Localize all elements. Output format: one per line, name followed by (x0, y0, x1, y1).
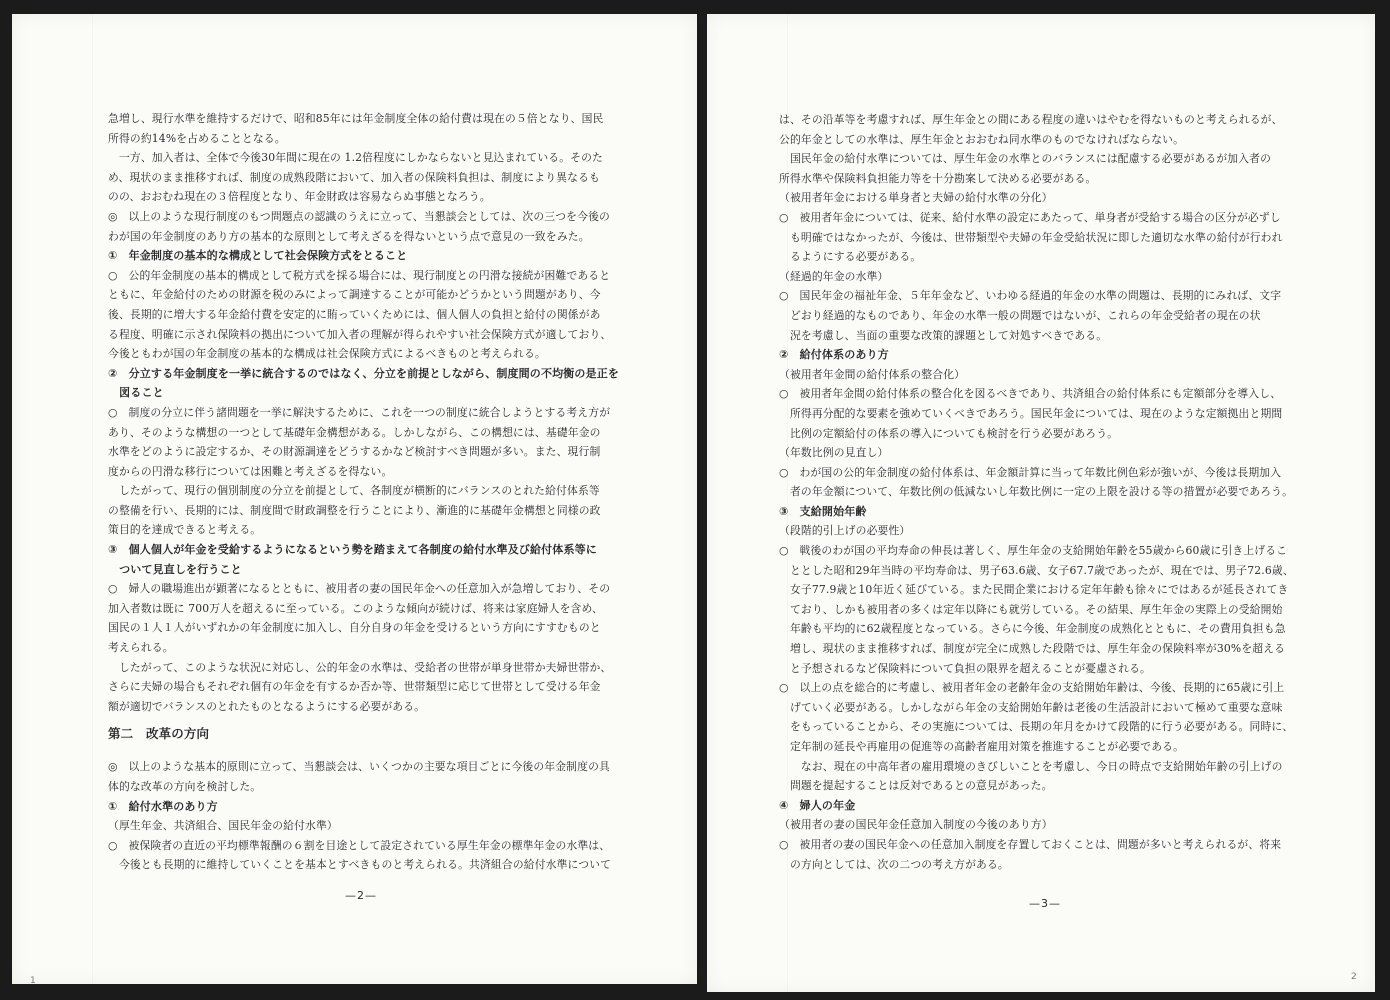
text-line: る程度、明確に示され保険料の拠出について加入者の理解が得られやすい社会保険方式が適しており、 (108, 327, 612, 341)
text-line: 水準をどのように設定するか、その財源調達をどうするかなど検討すべき問題が多い。また、現行制 (108, 445, 601, 459)
text-line: ◎ 以上のような現行制度のもつ問題点の認識のうえに立って、当懇談会としては、次の三つを今後の (108, 209, 610, 223)
text-line: の整備を行い、長期的には、制度間で財政調整を行うことにより、漸進的に基礎年金構想と同様の政 (108, 503, 601, 517)
text-line: げていく必要がある。しかしながら年金の支給開始年齢は老後の生活設計において極めて重要な意味 (779, 700, 1283, 714)
subsection-heading: ③ 支給開始年齢 (779, 504, 867, 518)
text-line: 体的な改革の方向を検討した。 (108, 780, 262, 793)
text-line: どおり経過的なものであり、年金の水準一般の問題ではないが、これらの年金受給者の現在の状 (779, 308, 1261, 322)
text-line: 女子77.9歳と10年近く延びている。また民間企業における定年年齢も徐々にではあるが延長されてき (779, 583, 1289, 597)
subsection-heading: ② 分立する年金制度を一挙に統合するのではなく、分立を前提としながら、制度間の不均衡の是正を (108, 366, 619, 380)
text-line: したがって、このような状況に対応し、公的年金の水準は、受給者の世帯が単身世帯か夫婦世帯か、 (108, 660, 612, 674)
page-number: —2— (345, 889, 377, 902)
text-line: も明確ではなかったが、今後は、世帯類型や夫婦の年金受給状況に即した適切な水準の給付が行われ (779, 230, 1283, 244)
text-line: 年齢も平均的に62歳程度となっている。さらに今後、年金制度の成熟化とともに、その費用負担も急 (779, 622, 1286, 636)
text-line: ○ 公的年金制度の基本的構成として税方式を採る場合には、現行制度との円滑な接続が困難であると (108, 268, 611, 282)
text-line: のの、おおむね現在の３倍程度となり、年金財政は容易ならぬ事態となろう。 (108, 190, 491, 204)
subsection-heading: 図ること (108, 386, 164, 400)
corner-mark: 2 (1351, 972, 1357, 982)
text-line: ともに、年金給付のための財源を税のみによって調達することが可能かどうかという問題があり、今 (108, 288, 601, 302)
text-line: （厚生年金、共済組合、国民年金の給付水準） (108, 819, 338, 833)
text-line: 今後ともわが国の年金制度の基本的な構成は社会保険方式によるべきものと考えられる。 (108, 347, 546, 361)
text-line: るようにする必要がある。 (779, 250, 922, 264)
text-line: 国民年金の給付水準については、厚生年金の水準とのバランスには配慮する必要があるが加入者の (779, 152, 1272, 166)
subsection-heading: ③ 個人個人が年金を受給するようになるという勢を踏まえて各制度の給付水準及び給付体系等に (108, 543, 597, 557)
text-line: 増し、現状のまま推移すれば、制度が完全に成熟した段階では、厚生年金の保険料率が30%を超える (779, 642, 1286, 656)
text-line: さらに夫婦の場合もそれぞれ個有の年金を有するか否か等、世帯類型に応じて世帯として受ける年金 (108, 680, 601, 694)
text-line: 所得水準や保険料負担能力等を十分勘案して決める必要がある。 (779, 171, 1097, 185)
text-line: わが国の年金制度のあり方の基本的な原則として考えざるを得ないという点で意見の一致をみた。 (108, 229, 590, 243)
text-line: ○ 以上の点を総合的に考慮し、被用者年金の老齢年金の支給開始年齢は、今後、長期的に65歳に引上 (779, 681, 1285, 695)
subsection-heading: ついて見直しを行うこと (108, 562, 242, 576)
page-right (707, 14, 1375, 992)
corner-mark: 1 (30, 976, 36, 986)
text-line: （被用者年金間の給付体系の整合化） (779, 367, 966, 381)
text-line: ており、しかも被用者の多くは定年以降にも就労している。その結果、厚生年金の実際上の受給開始 (779, 602, 1283, 616)
text-line: は、その沿革等を考慮すれば、厚生年金との間にある程度の違いはやむを得ないものと考えられるが、 (779, 113, 1283, 126)
text-line: 考えられる。 (108, 641, 174, 655)
section-heading: 第二 改革の方向 (108, 726, 210, 742)
text-line: 公的年金としての水準は、厚生年金とおおむね同水準のものでなければならない。 (779, 132, 1185, 146)
text-line: 策目的を達成できると考える。 (108, 523, 262, 537)
text-line: 況を考慮し、当面の重要な改策的課題として対処すべきである。 (779, 328, 1108, 342)
text-line: （年数比例の見直し） (779, 446, 889, 460)
text-line: 度からの円滑な移行については困難と考えざるを得ない。 (108, 464, 393, 478)
text-line: 急増し、現行水準を維持するだけで、昭和85年には年金制度全体の給付費は現在の５倍となり、国民 (108, 112, 604, 125)
text-line: 比例の定額給付の体系の導入についても検討を行う必要があろう。 (779, 426, 1119, 440)
page-number: —3— (1029, 897, 1061, 910)
text-line: ○ 国民年金の福祉年金、５年年金など、いわゆる経過的年金の水準の問題は、長期的にみれば、文字 (779, 289, 1282, 303)
text-line: をもっていることから、その実施については、長期の年月をかけて段階的に行う必要がある。同時に、 (779, 720, 1294, 734)
text-line: ○ 被用者の妻の国民年金への任意加入制度を存置しておくことは、問題が多いと考えられるが、将来 (779, 837, 1282, 851)
text-line: 今後とも長期的に維持していくことを基本とすべきものと考えられる。共済組合の給付水準について (108, 858, 612, 872)
text-line: 所得の約14%を占めることとなる。 (108, 131, 286, 145)
subsection-heading: ④ 婦人の年金 (779, 798, 856, 812)
text-line: ととした昭和29年当時の平均寿命は、男子63.6歳、女子67.7歳であったが、現在では、男子72.6歳、 (779, 563, 1294, 577)
text-line: ○ 被用者年金については、従来、給付水準の設定にあたって、単身者が受給する場合の区分が必ずし (779, 210, 1281, 224)
text-line: ○ 戦後のわが国の平均寿命の伸長は著しく、厚生年金の支給開始年齢を55歳から60歳に引き上げるこ (779, 544, 1288, 558)
text-line: したがって、現行の個別制度の分立を前提として、各制度が横断的にバランスのとれた給付体系等 (108, 484, 600, 498)
text-line: と予想されるなど保険料について負担の限界を超えることが憂慮される。 (779, 661, 1151, 675)
spacer (108, 747, 648, 757)
text-line: ◎ 以上のような基本的原則に立って、当懇談会は、いくつかの主要な項目ごとに今後の年金制度の具 (108, 760, 610, 774)
text-line: ○ 被保険者の直近の平均標準報酬の６割を目途として設定されている厚生年金の標準年金の水準は、 (108, 838, 611, 852)
text-line: あり、そのような構想の一つとして基礎年金構想がある。しかしながら、この構想には、基礎年金の (108, 425, 601, 439)
page-left-body (108, 109, 648, 875)
text-line: 定年制の延長や再雇用の促進等の高齢者雇用対策を推進することが必要である。 (779, 740, 1185, 753)
text-line: （段階的引上げの必要性） (779, 524, 911, 538)
text-line: なお、現在の中高年者の雇用環境のきびしいことを考慮し、今日の時点で支給開始年齢の引上げの (779, 759, 1283, 773)
page-left (12, 14, 697, 984)
text-line: 問題を提起することは反対であるとの意見があった。 (779, 779, 1053, 793)
text-line: 加入者数は既に 700万人を超えるに至っている。このような傾向が続けば、将来は家庭婦人を含め、 (108, 601, 603, 615)
page-right-body (779, 110, 1319, 874)
text-line: 所得再分配的な要素を強めていくべきであろう。国民年金については、現在のような定額拠出と期間 (779, 406, 1283, 420)
text-line: 者の年金額について、年数比例の低減ないし年数比例に一定の上限を設ける等の措置が必要であろう。 (779, 485, 1294, 499)
text-line: （経過的年金の水準） (779, 269, 889, 283)
text-line: 後、長期的に増大する年金給付費を安定的に賄っていくためには、個人個人の負担と給付の関係があ (108, 307, 601, 321)
text-line: ○ 被用者年金間の給付体系の整合化を図るべきであり、共済組合の給付体系にも定額部分を導入し、 (779, 387, 1282, 401)
text-line: （被用者の妻の国民年金任意加入制度の今後のあり方） (779, 818, 1053, 832)
text-line: め、現状のまま推移すれば、制度の成熟段階において、加入者の保険料負担は、制度により異なるも (108, 170, 600, 184)
text-line: ○ 制度の分立に伴う諸問題を一挙に解決するために、これを一つの制度に統合しようとする考え方が (108, 405, 611, 419)
text-line: 額が適切でバランスのとれたものとなるようにする必要がある。 (108, 699, 426, 713)
text-line: （被用者年金における単身者と夫婦の給付水準の分化） (779, 191, 1053, 205)
subsection-heading: ① 給付水準のあり方 (108, 799, 218, 813)
subsection-heading: ① 年金制度の基本的な構成として社会保険方式をとること (108, 249, 408, 263)
text-line: 国民の１人１人がいずれかの年金制度に加入し、自分自身の年金を受けるという方向にすすむものと (108, 621, 601, 635)
text-line: ○ わが国の公的年金制度の給付体系は、年金額計算に当って年数比例色彩が強いが、今後は長期加入 (779, 465, 1282, 479)
text-line: 一方、加入者は、全体で今後30年間に現在の 1.2倍程度にしかならないと見込まれている。そのた (108, 151, 604, 165)
text-line: の方向としては、次の二つの考え方がある。 (779, 857, 1009, 871)
subsection-heading: ② 給付体系のあり方 (779, 348, 889, 362)
text-line: ○ 婦人の職場進出が顕著になるとともに、被用者の妻の国民年金への任意加入が急増しており、その (108, 582, 611, 596)
